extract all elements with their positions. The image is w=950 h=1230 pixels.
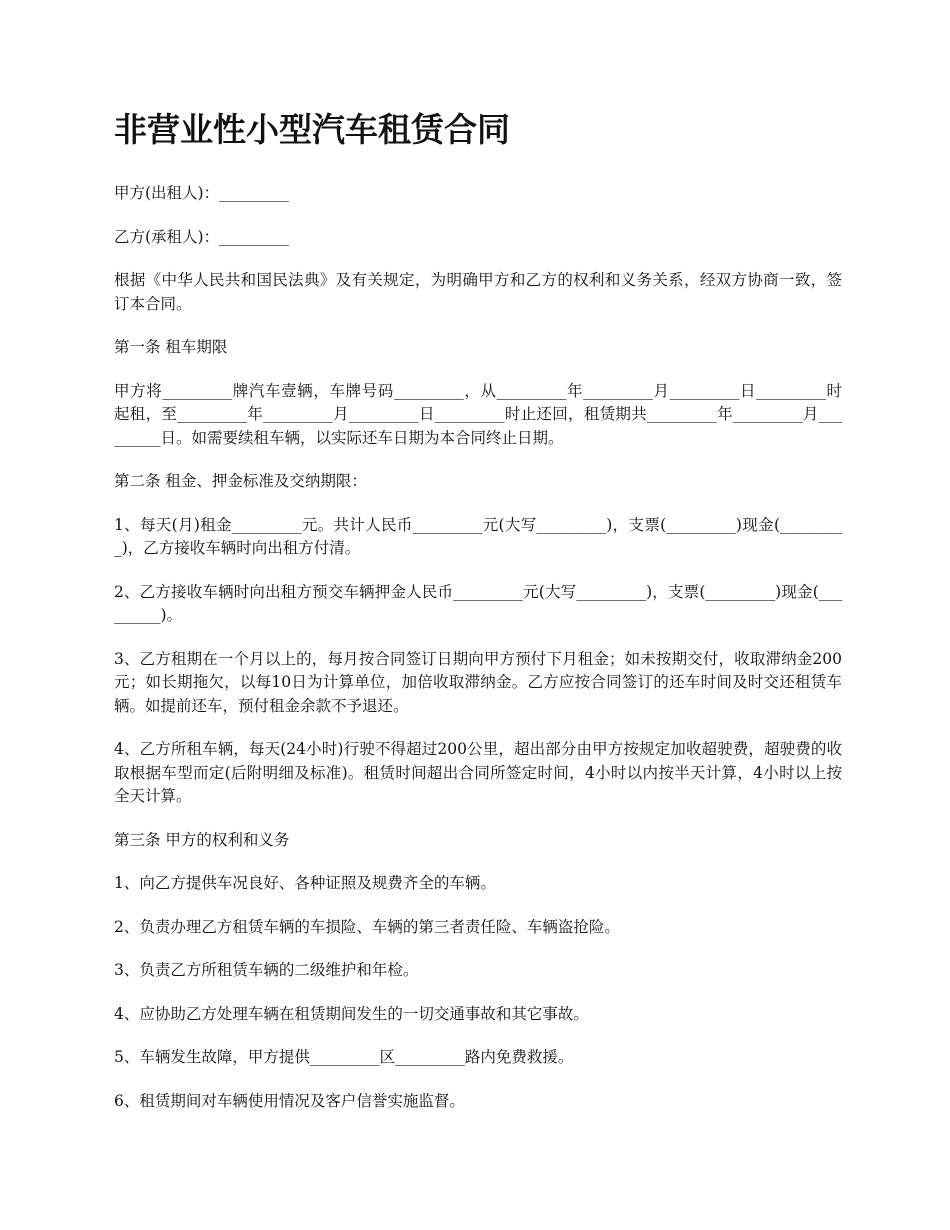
article-3-clause-3: 3、负责乙方所租赁车辆的二级维护和年检。 xyxy=(114,961,419,979)
article-1-body: 甲方将_________牌汽车壹辆，车牌号码_________，从_________年_________月_________日_________时起租，至_________年_________月_________日_________时止还回，租赁期共_________年_________月_________日。如需要续租车辆，以实际还车日期为本合同终止日期。 xyxy=(114,381,842,447)
article-1-heading: 第一条 租车期限 xyxy=(114,338,228,356)
article-3-clause-5: 5、车辆发生故障，甲方提供_________区_________路内免费救援。 xyxy=(114,1048,574,1066)
document-title: 非营业性小型汽车租赁合同 xyxy=(114,110,510,149)
article-2-clause-1: 1、每天(月)租金_________元。共计人民币_________元(大写_________)，支票(_________)现金(_________)，乙方接收车辆时向出租方付清。 xyxy=(114,515,842,557)
article-2-heading: 第二条 租金、押金标准及交纳期限： xyxy=(114,472,367,490)
article-3-heading: 第三条 甲方的权利和义务 xyxy=(114,830,290,849)
article-2-clause-4: 4、乙方所租车辆，每天(24小时)行驶不得超过200公里，超出部分由甲方按规定加收超驶费，超驶费的收取根据车型而定(后附明细及标准)。租赁时间超出合同所签定时间，4小时以内按半天计算，4小时以上按全天计算。 xyxy=(114,740,842,805)
article-3-clause-6: 6、租赁期间对车辆使用情况及客户信誉实施监督。 xyxy=(114,1091,465,1110)
article-3-clause-1: 1、向乙方提供车况良好、各种证照及规费齐全的车辆。 xyxy=(114,874,496,892)
party-b-line: 乙方(承租人)：_________ xyxy=(114,227,289,246)
article-2-clause-3: 3、乙方租期在一个月以上的，每月按合同签订日期向甲方预付下月租金；如未按期交付，收取滞纳金200元；如长期拖欠，以每10日为计算单位，加倍收取滞纳金。乙方应按合同签订的还车时间及时交还租赁车辆。如提前还车，预付租金余款不予退还。 xyxy=(114,649,842,715)
document-page xyxy=(114,108,842,1133)
article-3-clause-4: 4、应协助乙方处理车辆在租赁期间发生的一切交通事故和其它事故。 xyxy=(114,1004,589,1023)
preamble-paragraph: 根据《中华人民共和国民法典》及有关规定，为明确甲方和乙方的权利和义务关系，经双方协商一致，签订本合同。 xyxy=(114,271,842,313)
party-a-line: 甲方(出租人)：_________ xyxy=(114,184,289,202)
article-2-clause-2: 2、乙方接收车辆时向出租方预交车辆押金人民币_________元(大写_________)，支票(_________)现金(_________)。 xyxy=(114,582,842,624)
article-3-clause-2: 2、负责办理乙方租赁车辆的车损险、车辆的第三者责任险、车辆盗抢险。 xyxy=(114,917,620,936)
